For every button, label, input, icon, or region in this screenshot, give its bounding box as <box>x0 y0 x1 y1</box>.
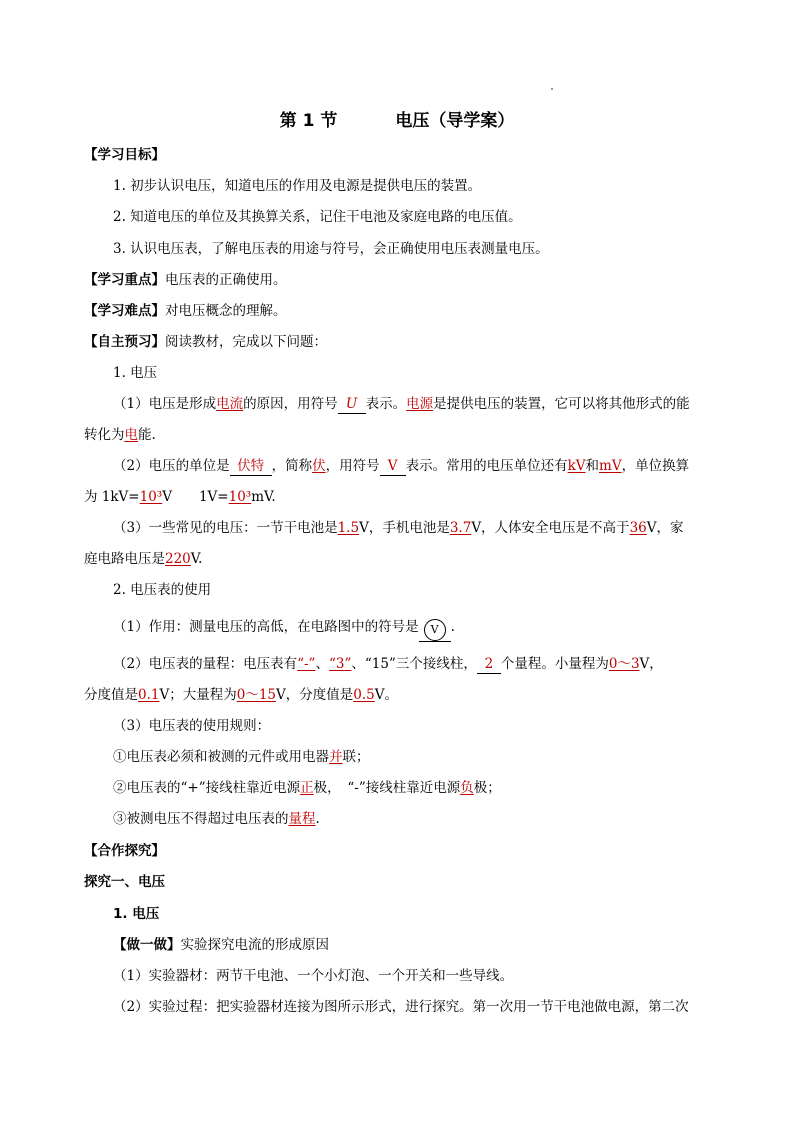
doit-line <box>113 935 329 955</box>
subsection-voltage: 1. 电压 <box>113 365 158 381</box>
materials-line: （1）实验器材：两节干电池、一个小灯泡、一个开关和一些导线。 <box>113 968 514 984</box>
coop-heading: 【合作探究】 <box>84 843 165 859</box>
explore-subheading: 1. 电压 <box>113 906 160 922</box>
paragraph-p1-line2: 转化为电能. <box>84 427 156 443</box>
answer-blank: 电流 <box>216 396 244 412</box>
answer-blank: 10³ <box>228 489 252 505</box>
answer-blank: 2 <box>484 656 494 672</box>
answer-blank: 伏特 <box>237 458 265 474</box>
answer-blank: 电源 <box>406 396 434 412</box>
answer-blank: mV <box>599 458 622 474</box>
paragraph-p3-line1: （3）一些常见的电压：一节干电池是1.5V，手机电池是3.7V，人体安全电压是不高于36V，家 <box>113 520 684 536</box>
answer-blank: V <box>387 458 398 474</box>
answer-blank: 并 <box>329 749 343 765</box>
question-q2-line1: （2）电压表的量程：电压表有“-”、“3”、“15”三个接线柱， 2 个量程。小量程为0～3V， <box>113 656 663 672</box>
answer-blank: 10³ <box>139 489 163 505</box>
rule-1: ①电压表必须和被测的元件或用电器并联； <box>113 749 370 765</box>
answer-blank: 量程 <box>288 811 316 827</box>
explore-heading: 探究一、电压 <box>84 874 165 890</box>
answer-blank: kV <box>567 458 586 474</box>
answer-blank: 36 <box>629 520 647 536</box>
rule-3: ③被测电压不得超过电压表的量程. <box>113 811 320 827</box>
scan-dot <box>551 88 553 90</box>
doit-text: 实验探究电流的形成原因 <box>180 937 329 953</box>
answer-blank: 0.5 <box>353 687 375 703</box>
paragraph-p2-line1: （2）电压的单位是 伏特 ，简称伏，用符号 V 表示。常用的电压单位还有kV和mV，单位换算 <box>113 458 690 474</box>
answer-blank: 0～15 <box>236 687 277 703</box>
answer-blank: 3.7 <box>449 520 472 536</box>
paragraph-p3-line2: 庭电路电压是220V. <box>84 551 203 567</box>
rule-2: ②电压表的“+”接线柱靠近电源正极， “-”接线柱靠近电源负极； <box>113 780 501 796</box>
answer-blank: 正 <box>300 780 314 796</box>
goals-heading: 【学习目标】 <box>84 147 165 163</box>
question-q2-line2: 分度值是0.1V；大量程为0～15V，分度值是0.5V。 <box>84 687 398 703</box>
goal-item: 3. 认识电压表，了解电压表的用途与符号，会正确使用电压表测量电压。 <box>113 241 549 257</box>
difficulty-heading: 【学习难点】 <box>84 303 165 319</box>
focus-text: 电压表的正确使用。 <box>165 272 287 288</box>
answer-blank: 0～3 <box>608 656 640 672</box>
difficulty-text: 对电压概念的理解。 <box>165 303 287 319</box>
voltmeter-symbol-icon: V <box>424 619 446 641</box>
goal-item: 2. 知道电压的单位及其换算关系，记住干电池及家庭电路的电压值。 <box>113 209 522 225</box>
page-title <box>0 106 794 131</box>
title-section: 第 1 节 <box>279 111 338 131</box>
answer-blank: 电 <box>124 427 138 443</box>
subsection-voltmeter: 2. 电压表的使用 <box>113 582 212 598</box>
goal-item: 1. 初步认识电压，知道电压的作用及电源是提供电压的装置。 <box>113 178 482 194</box>
answer-blank: 220 <box>165 551 191 567</box>
answer-blank: “3” <box>328 656 352 672</box>
difficulty-line <box>84 301 287 321</box>
focus-heading: 【学习重点】 <box>84 272 165 288</box>
answer-blank: “-” <box>297 656 316 672</box>
answer-blank: 负 <box>460 780 474 796</box>
answer-blank: U <box>345 396 358 412</box>
paragraph-p2-line2: 为 1kV=10³V 1V=10³mV. <box>84 489 276 505</box>
preview-text: 阅读教材，完成以下问题： <box>165 334 327 350</box>
preview-heading: 【自主预习】 <box>84 334 165 350</box>
answer-blank: 伏 <box>312 458 326 474</box>
doit-heading: 【做一做】 <box>113 937 181 953</box>
paragraph-p1-line1: （1）电压是形成电流的原因，用符号 U 表示。电源是提供电压的装置，它可以将其他形式的能 <box>113 396 690 412</box>
answer-blank: 0.1 <box>138 687 160 703</box>
focus-line <box>84 270 287 290</box>
process-line: （2）实验过程：把实验器材连接为图所示形式，进行探究。第一次用一节干电池做电源，第二次 <box>113 999 689 1015</box>
title-text: 电压（导学案） <box>395 111 515 131</box>
question-q3: （3）电压表的使用规则： <box>113 718 271 734</box>
preview-line <box>84 332 327 352</box>
answer-blank: 1.5 <box>337 520 360 536</box>
question-q1: （1）作用：测量电压的高低，在电路图中的符号是 V . <box>113 617 455 642</box>
